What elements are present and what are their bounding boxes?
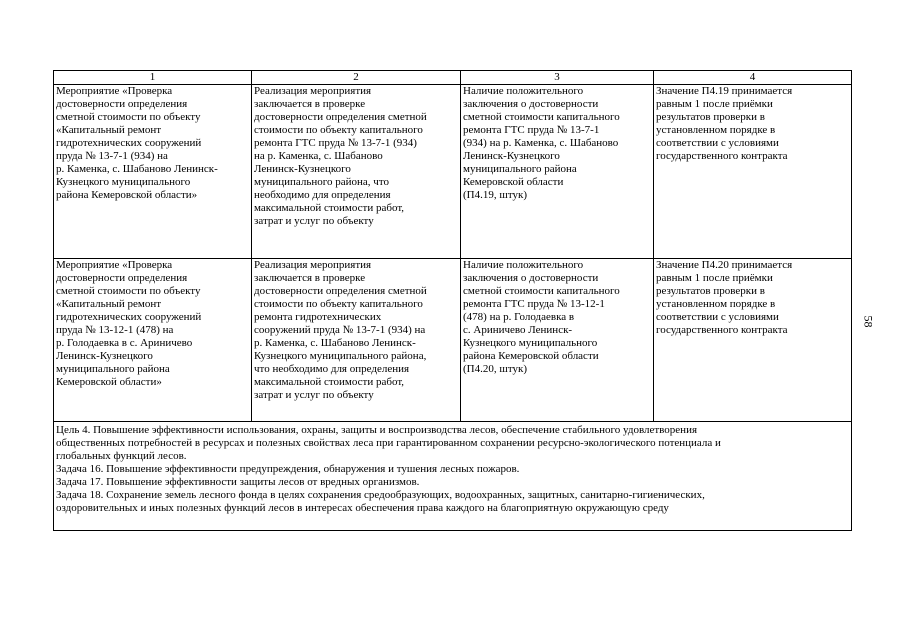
text-line: достоверности определения [56,272,188,284]
text-line: гидротехнических сооружений [56,311,202,323]
text-line: Задача 18. Сохранение земель лесного фонда в целях сохранения средообразующих, водоохранных, защитных, санитарно-гигиенических, [56,489,705,501]
text-line: Значение П4.20 принимается [656,259,793,271]
text-line: результатов проверки в [656,111,765,123]
text-line: муниципального района, что [254,176,389,188]
measure-description-cell [252,259,461,422]
text-line: оздоровительных и иных полезных функций лесов в интересах обеспечения права каждого на благоприятную окружающую среду [56,502,669,514]
goal-row [54,422,852,531]
column-number-3: 3 [461,71,654,85]
text-line: достоверности определения [56,98,188,110]
text-line: «Капитальный ремонт [56,298,162,310]
column-number-2: 2 [252,71,461,85]
text-line: равным 1 после приёмки [656,272,773,284]
text-line: Задача 16. Повышение эффективности предупреждения, обнаружения и тушения лесных пожаров. [56,463,520,475]
measure-name-cell [54,259,252,422]
text-line: ремонта ГТС пруда № 13-7-1 [463,124,600,136]
text-line: Цель 4. Повышение эффективности использования, охраны, защиты и воспроизводства лесов, обеспечение стабильного удовлетворения [56,424,698,436]
text-line: установленном порядке в [656,124,776,136]
text-line: затрат и услуг по объекту [254,389,374,401]
text-line: Мероприятие «Проверка [56,85,173,97]
calculation-method-cell [654,259,852,422]
text-line: Ленинск-Кузнецкого [254,163,351,175]
text-line: на р. Каменка, с. Шабаново [254,150,383,162]
text-line: затрат и услуг по объекту [254,215,374,227]
column-number-1: 1 [54,71,252,85]
text-line: Задача 17. Повышение эффективности защиты лесов от вредных организмов. [56,476,420,488]
text-line: стоимости по объекту капитального [254,124,423,136]
text-line: максимальной стоимости работ, [254,376,405,388]
text-line: государственного контракта [656,150,788,162]
text-line: заключения о достоверности [463,272,599,284]
text-line: Ленинск-Кузнецкого [463,150,560,162]
text-line: ремонта ГТС пруда № 13-12-1 [463,298,605,310]
text-line: ремонта гидротехнических [254,311,382,323]
text-line: Кемеровской области [463,176,564,188]
text-line: достоверности определения сметной [254,111,427,123]
text-line: сооружений пруда № 13-7-1 (934) на [254,324,426,336]
text-line: необходимо для определения [254,189,391,201]
text-line: муниципального района [463,163,577,175]
text-line: ремонта ГТС пруда № 13-7-1 (934) [254,137,417,149]
text-line: (934) на р. Каменка, с. Шабаново [463,137,619,149]
text-line: Ленинск-Кузнецкого [56,350,153,362]
text-line: с. Ариничево Ленинск- [463,324,573,336]
text-line: пруда № 13-7-1 (934) на [56,150,168,162]
measures-table [53,70,852,531]
text-line: глобальных функций лесов. [56,450,187,462]
text-line: сметной стоимости капитального [463,111,620,123]
text-line: Наличие положительного [463,259,584,271]
text-line: (П4.20, штук) [463,363,527,375]
text-line: Мероприятие «Проверка [56,259,173,271]
indicator-cell [461,85,654,259]
text-line: заключения о достоверности [463,98,599,110]
text-line: максимальной стоимости работ, [254,202,405,214]
text-line: сметной стоимости по объекту [56,111,201,123]
goal-and-tasks-cell [54,422,852,531]
text-line: государственного контракта [656,324,788,336]
text-line: общественных потребностей в ресурсах и полезных свойствах леса при гарантированном сохранении ресурсно-экологического потенциала и [56,437,721,449]
text-line: соответствии с условиями [656,137,779,149]
text-line: Реализация мероприятия [254,259,372,271]
measure-description-cell [252,85,461,259]
text-line: р. Голодаевка в с. Ариничево [56,337,193,349]
measure-name-cell [54,85,252,259]
text-line: заключается в проверке [254,272,366,284]
text-line: р. Каменка, с. Шабаново Ленинск- [56,163,218,175]
text-line: достоверности определения сметной [254,285,427,297]
calculation-method-cell [654,85,852,259]
indicator-cell [461,259,654,422]
text-line: соответствии с условиями [656,311,779,323]
text-line: Кузнецкого муниципального [56,176,191,188]
text-line: Реализация мероприятия [254,85,372,97]
text-line: муниципального района [56,363,170,375]
text-line: заключается в проверке [254,98,366,110]
text-line: (П4.19, штук) [463,189,527,201]
text-line: района Кемеровской области [463,350,599,362]
text-line: р. Каменка, с. Шабаново Ленинск- [254,337,416,349]
text-line: сметной стоимости по объекту [56,285,201,297]
text-line: «Капитальный ремонт [56,124,162,136]
text-line: (478) на р. Голодаевка в [463,311,575,323]
text-line: района Кемеровской области» [56,189,198,201]
text-line: равным 1 после приёмки [656,98,773,110]
table-row [54,85,852,259]
text-line: Кузнецкого муниципального [463,337,598,349]
text-line: пруда № 13-12-1 (478) на [56,324,174,336]
text-line: сметной стоимости капитального [463,285,620,297]
column-number-row [54,71,852,85]
text-line: Наличие положительного [463,85,584,97]
text-line: гидротехнических сооружений [56,137,202,149]
column-number-4: 4 [654,71,852,85]
text-line: результатов проверки в [656,285,765,297]
table-row [54,259,852,422]
text-line: установленном порядке в [656,298,776,310]
text-line: Кемеровской области» [56,376,162,388]
text-line: что необходимо для определения [254,363,410,375]
text-line: Значение П4.19 принимается [656,85,793,97]
text-line: стоимости по объекту капитального [254,298,423,310]
text-line: Кузнецкого муниципального района, [254,350,427,362]
page-number: 58 [861,315,876,328]
